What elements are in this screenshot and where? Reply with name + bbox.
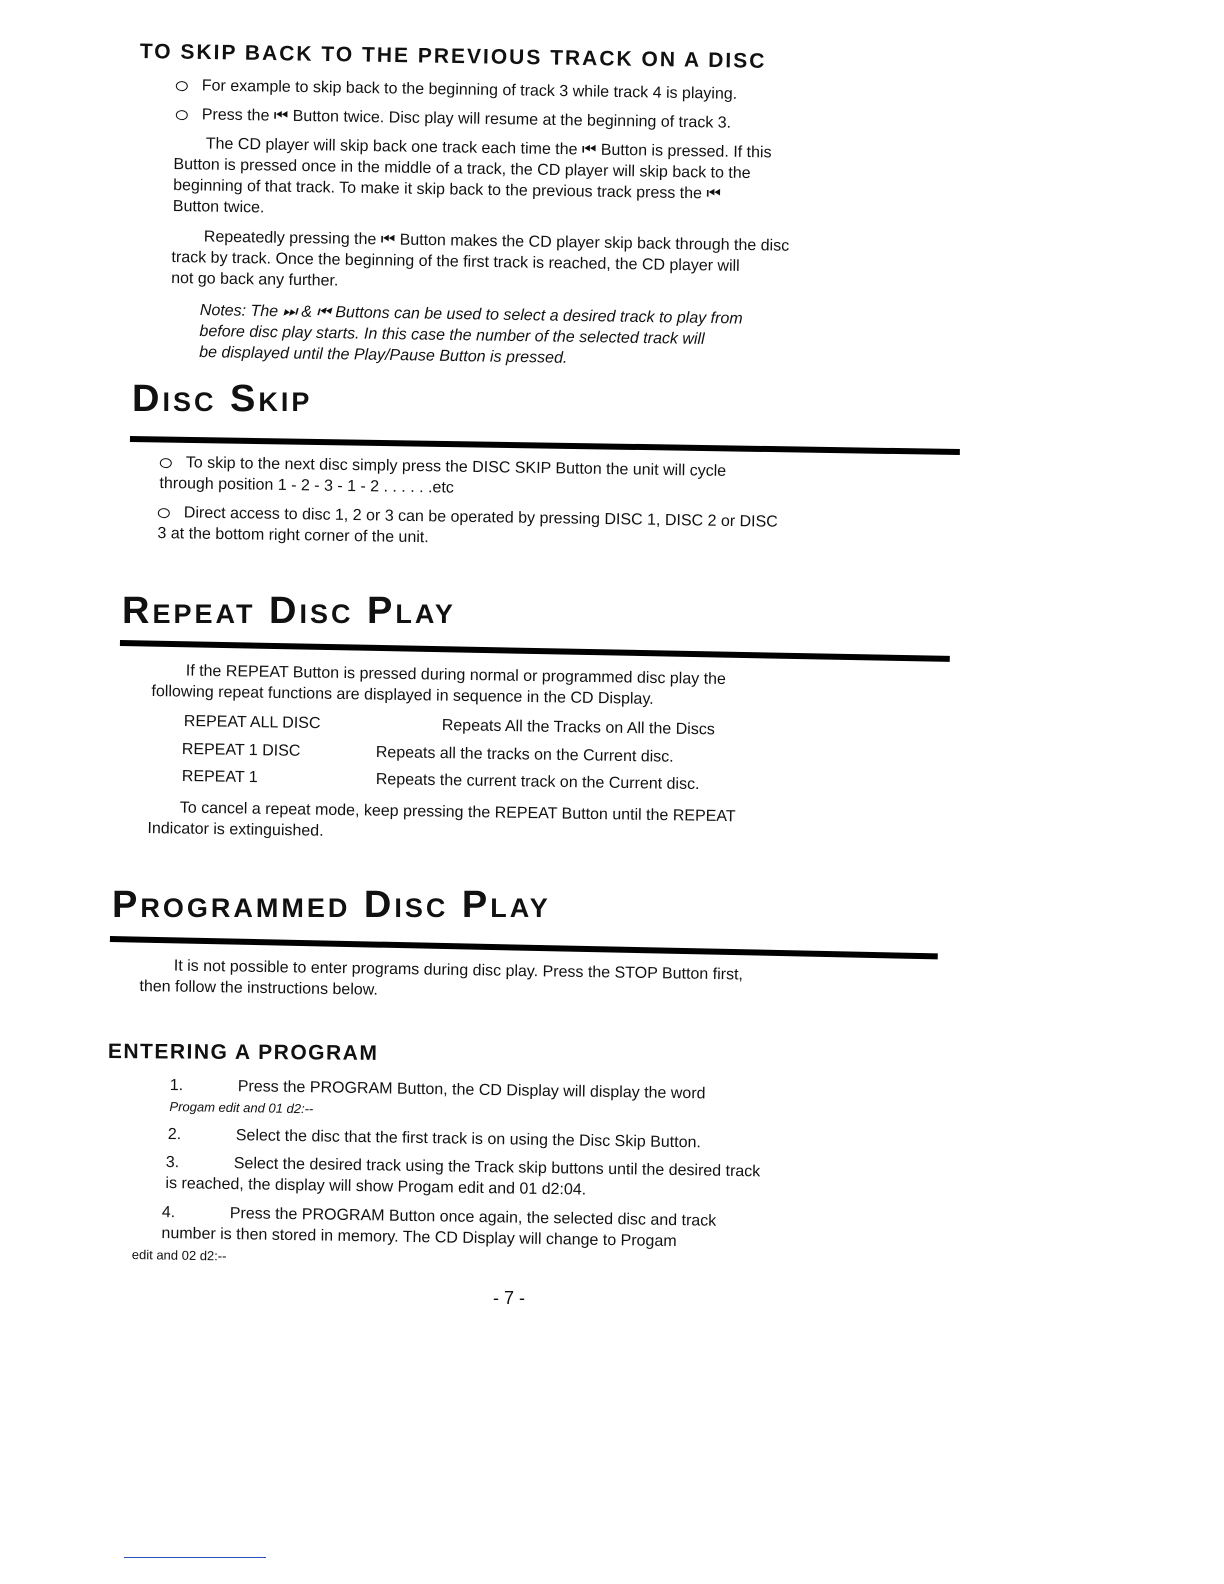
disc-skip-bullet-1: To skip to the next disc simply press the DISC SKIP Button the unit will cycle through position 1 - 2 - 3 - 1 - 2 . . . . . .etc: [159, 454, 727, 497]
program-step-3: 3. Select the desired track using the Track skip buttons until the desired track is reached, the display will show Progam edit and 01 d2:04.: [165, 1153, 761, 1199]
section-heading-programmed: Programmed Disc Play: [112, 884, 551, 926]
repeat-mode-row: REPEAT ALL DISC Repeats All the Tracks on All the Discs: [183, 712, 715, 739]
program-step-1: 1. Press the PROGRAM Button, the CD Display will display the word Progam edit and 01 d2:--: [169, 1076, 706, 1117]
skip-back-bullet-1: For example to skip back to the beginning of track 3 while track 4 is playing.: [176, 75, 738, 105]
skip-back-notes: Notes: The ⏭ & ⏮ Buttons can be used to select a desired track to play from before disc play starts. In this case the number of the selected track will be displayed until the Play/Pause Button is pressed.: [199, 301, 743, 367]
programmed-intro: It is not possible to enter programs during disc play. Press the STOP Button first, then follow the instructions below.: [139, 957, 744, 999]
bullet-circle-icon: [160, 458, 172, 468]
repeat-mode-row: REPEAT 1 Repeats the current track on the Current disc.: [181, 767, 700, 794]
bullet-circle-icon: [158, 508, 170, 518]
decorative-line: [124, 1557, 266, 1558]
bullet-circle-icon: [176, 110, 188, 120]
program-step-4: 4. Press the PROGRAM Button once again, the selected disc and track number is then stored in memory. The CD Display will change to Progam: [161, 1203, 717, 1251]
program-step-4-continued: edit and 02 d2:--: [131, 1246, 227, 1264]
section-heading-skip-back: TO SKIP BACK TO THE PREVIOUS TRACK ON A DISC: [139, 40, 767, 73]
section-heading-repeat: Repeat Disc Play: [122, 590, 456, 632]
section-heading-disc-skip: Disc Skip: [132, 378, 313, 420]
skip-back-bullet-2: Press the ⏮ Button twice. Disc play will resume at the beginning of track 3.: [176, 104, 732, 134]
disc-skip-bullet-2: Direct access to disc 1, 2 or 3 can be operated by pressing DISC 1, DISC 2 or DISC 3 at the bottom right corner of the unit.: [157, 504, 778, 547]
repeat-mode-row: REPEAT 1 DISC Repeats all the tracks on the Current disc.: [181, 740, 674, 766]
skip-back-paragraph-1: The CD player will skip back one track each time the ⏮ Button is pressed. If this Button is pressed once in the middle of a track, the CD player will skip back to the beginning of that track. To make it skip back to the previous track press the ⏮ Button twice.: [172, 135, 772, 217]
program-step-2: 2. Select the disc that the first track is on using the Disc Skip Button.: [167, 1125, 702, 1152]
bullet-circle-icon: [176, 81, 188, 91]
repeat-cancel: To cancel a repeat mode, keep pressing the REPEAT Button until the REPEAT Indicator is extinguished.: [147, 799, 736, 840]
page-number: - 7 -: [493, 1288, 526, 1308]
repeat-intro: If the REPEAT Button is pressed during normal or programmed disc play the following repeat functions are displayed in sequence in the CD Display.: [151, 662, 727, 708]
skip-back-paragraph-2: Repeatedly pressing the ⏮ Button makes the CD player skip back through the disc track by track. Once the beginning of the first track is reached, the CD player will not go back any further.: [171, 228, 790, 290]
subheading-entering-program: ENTERING A PROGRAM: [107, 1040, 379, 1065]
heading-rule: [130, 436, 960, 455]
heading-rule: [120, 640, 950, 662]
